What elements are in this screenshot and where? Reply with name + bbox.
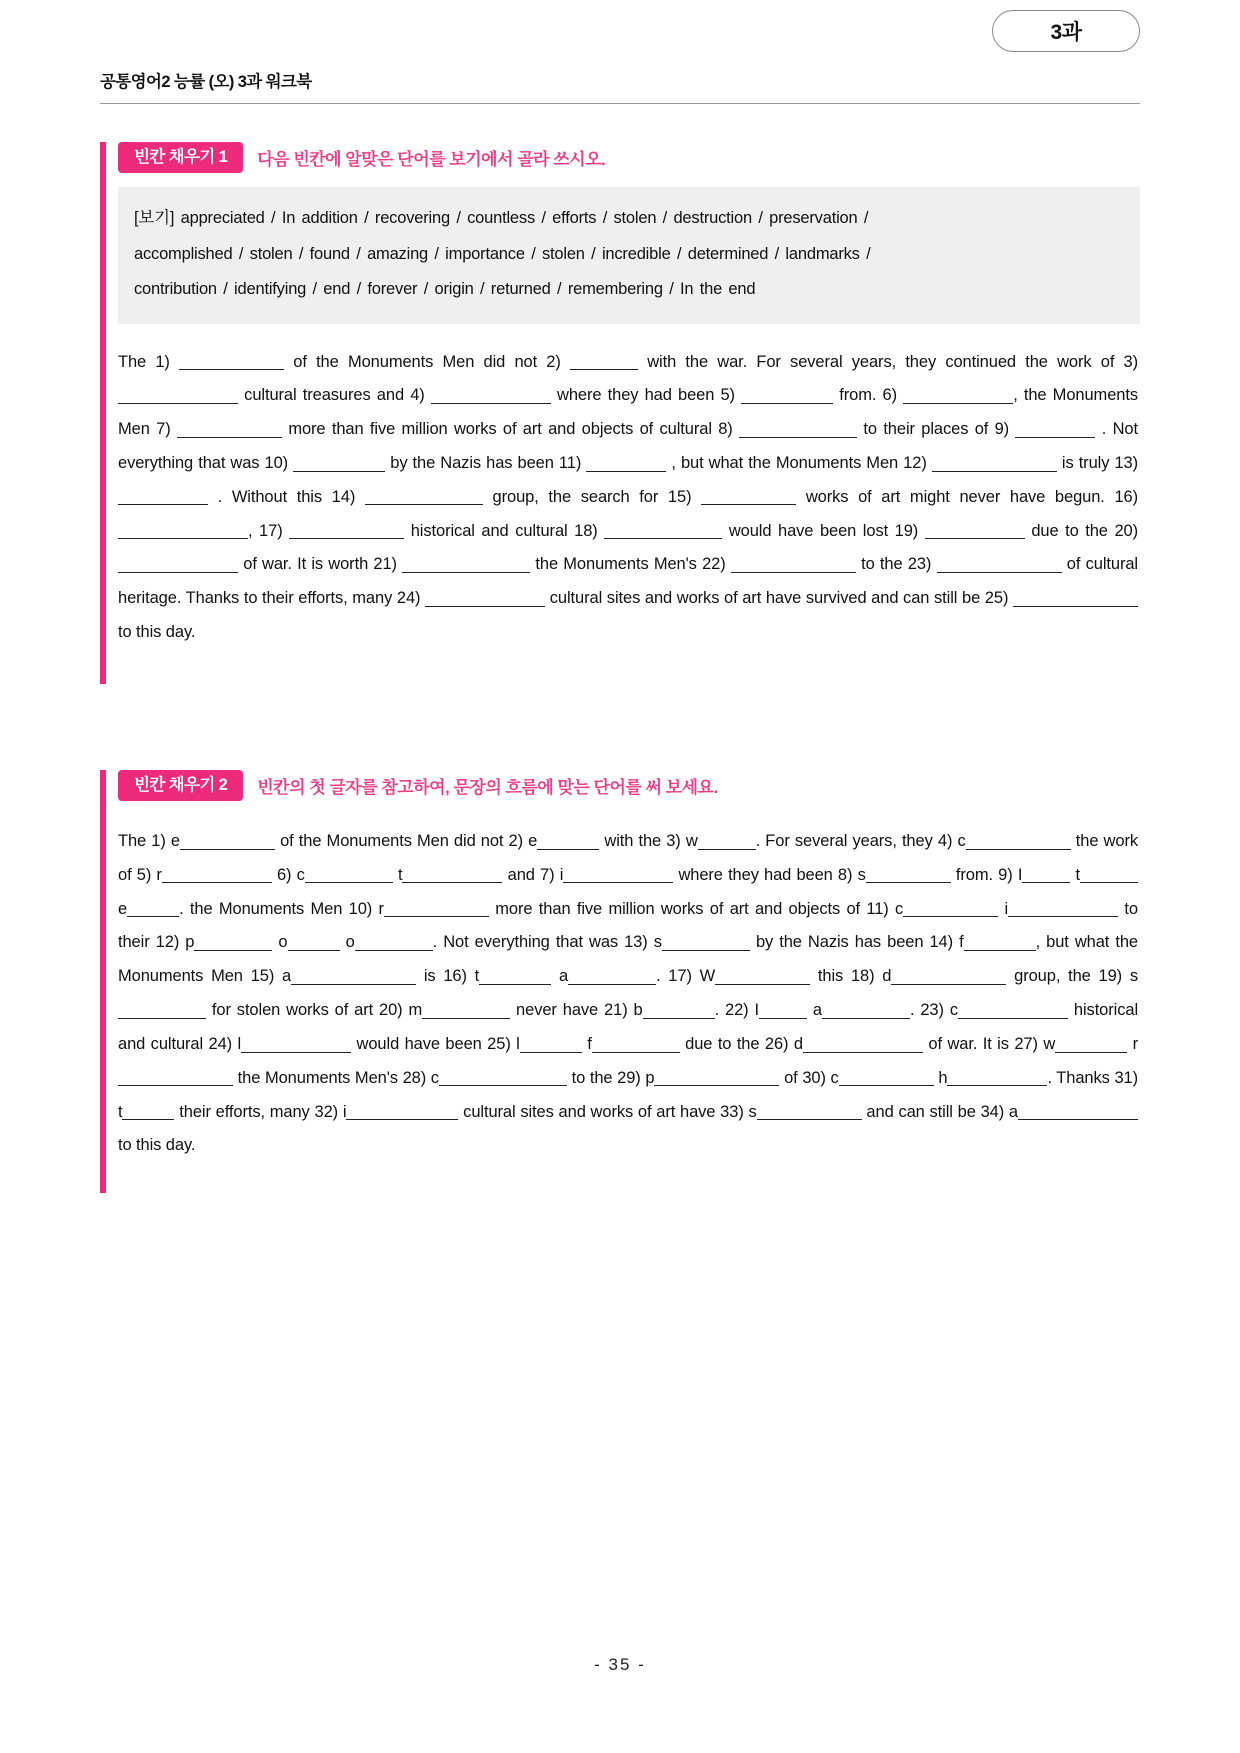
section-2-header (118, 770, 1140, 801)
answer-blank[interactable] (563, 865, 673, 883)
section-1-header (118, 142, 1140, 173)
answer-blank[interactable] (570, 352, 638, 370)
section-2-passage: The 1) e of the Monuments Men did not 2) e with the 3) w . For several years, they 4) c the work of 5) r 6) c t and 7) i where they had been 8) s from. 9) I t e . the Monuments Men 10) r more than five million works of art and objects of 11) c i to their 12) p o o . Not everything that was 13) s by the Nazis has been 14) f , but what the Monuments Men 15) a is 16) t a . 17) W this 18) d group, the 19) s for stolen works of art 20) m never have 21) b . 22) I a . 23) c historical and cultural 24) l would have been 25) l f due to the 26) d of war. It is 27) w r the Monuments Men's 28) c to the 29) p of 30) c h . Thanks 31) t their efforts, many 32) i cultural sites and works of art have 33) s and can still be 34) a to this day. (118, 832, 1139, 1155)
answer-blank[interactable] (293, 453, 385, 471)
answer-blank[interactable] (305, 865, 393, 883)
answer-blank[interactable] (662, 933, 750, 951)
answer-blank[interactable] (118, 555, 238, 573)
answer-blank[interactable] (701, 487, 796, 505)
answer-blank[interactable] (118, 487, 208, 505)
answer-blank[interactable] (291, 967, 416, 985)
answer-blank[interactable] (1022, 865, 1070, 883)
answer-blank[interactable] (422, 1000, 510, 1018)
exercise-section-1 (100, 142, 1140, 684)
word-bank-line: [보기] appreciated / In addition / recovering / countless / efforts / stolen / destruction / preservation / (134, 209, 869, 228)
page-number: - 35 - (594, 1655, 646, 1674)
answer-blank[interactable] (925, 521, 1025, 539)
answer-blank[interactable] (866, 865, 951, 883)
answer-blank[interactable] (402, 555, 530, 573)
answer-blank[interactable] (425, 589, 545, 607)
section-accent-bar-2 (100, 770, 106, 1193)
answer-blank[interactable] (439, 1068, 567, 1086)
answer-blank[interactable] (118, 1000, 206, 1018)
answer-blank[interactable] (891, 967, 1006, 985)
answer-blank[interactable] (288, 933, 340, 951)
exercise-section-2 (100, 770, 1140, 1193)
answer-blank[interactable] (384, 899, 489, 917)
section-accent-bar-1 (100, 142, 106, 684)
answer-blank[interactable] (568, 967, 656, 985)
answer-blank[interactable] (839, 1068, 934, 1086)
answer-blank[interactable] (932, 453, 1057, 471)
answer-blank[interactable] (698, 831, 756, 849)
answer-blank[interactable] (118, 521, 248, 539)
answer-blank[interactable] (1018, 1102, 1138, 1120)
answer-blank[interactable] (118, 386, 238, 404)
answer-blank[interactable] (365, 487, 483, 505)
answer-blank[interactable] (822, 1000, 910, 1018)
answer-blank[interactable] (1008, 899, 1118, 917)
answer-blank[interactable] (162, 865, 272, 883)
answer-blank[interactable] (194, 933, 272, 951)
answer-blank[interactable] (1080, 865, 1138, 883)
answer-blank[interactable] (586, 453, 666, 471)
answer-blank[interactable] (757, 1102, 862, 1120)
answer-blank[interactable] (118, 1068, 233, 1086)
section-1-passage: The 1) of the Monuments Men did not 2) with the war. For several years, they continued the work of 3) cultural treasures and 4) where they had been 5) from. 6) , the Monuments Men 7) more than five million works of art and objects of cultural 8) to their places of 9) . Not everything that was 10) by the Nazis has been 11) , but what the Monuments Men 12) is truly 13) . Without this 14) group, the search for 15) works of art might never have begun. 16) , 17) historical and cultural 18) would have been lost 19) due to the 20) of war. It is worth 21) the Monuments Men's 22) to the 23) of cultural heritage. Thanks to their efforts, many 24) cultural sites and works of art have survived and can still be 25) to this day. (118, 352, 1139, 642)
answer-blank[interactable] (479, 967, 551, 985)
answer-blank[interactable] (127, 899, 179, 917)
answer-blank[interactable] (346, 1102, 458, 1120)
answer-blank[interactable] (122, 1102, 174, 1120)
answer-blank[interactable] (179, 352, 284, 370)
answer-blank[interactable] (947, 1068, 1047, 1086)
answer-blank[interactable] (654, 1068, 779, 1086)
answer-blank[interactable] (803, 1034, 923, 1052)
answer-blank[interactable] (592, 1034, 680, 1052)
answer-blank[interactable] (903, 386, 1013, 404)
answer-blank[interactable] (1055, 1034, 1127, 1052)
answer-blank[interactable] (731, 555, 856, 573)
answer-blank[interactable] (537, 831, 599, 849)
answer-blank[interactable] (937, 555, 1062, 573)
answer-blank[interactable] (741, 386, 833, 404)
word-bank-line: accomplished / stolen / found / amazing / importance / stolen / incredible / determined / landmarks / (134, 244, 871, 263)
answer-blank[interactable] (180, 831, 275, 849)
answer-blank[interactable] (289, 521, 404, 539)
answer-blank[interactable] (643, 1000, 715, 1018)
answer-blank[interactable] (1015, 419, 1095, 437)
section-1-instruction: 다음 빈칸에 알맞은 단어를 보기에서 골라 쓰시오. (257, 150, 606, 170)
answer-blank[interactable] (759, 1000, 807, 1018)
answer-blank[interactable] (177, 419, 282, 437)
answer-blank[interactable] (739, 419, 857, 437)
answer-blank[interactable] (903, 899, 998, 917)
answer-blank[interactable] (604, 521, 722, 539)
answer-blank[interactable] (715, 967, 810, 985)
word-bank-1 (118, 187, 1140, 323)
page-header (100, 0, 1140, 100)
answer-blank[interactable] (1013, 589, 1138, 607)
answer-blank[interactable] (355, 933, 433, 951)
answer-blank[interactable] (958, 1000, 1068, 1018)
section-1-tag: 빈칸 채우기 1 (118, 142, 243, 173)
answer-blank[interactable] (966, 831, 1071, 849)
answer-blank[interactable] (402, 865, 502, 883)
section-2-tag: 빈칸 채우기 2 (118, 770, 243, 801)
answer-blank[interactable] (964, 933, 1036, 951)
workbook-title: 공통영어2 능률 (오) 3과 워크북 (100, 73, 312, 91)
word-bank-line: contribution / identifying / end / forever / origin / returned / remembering / In the end (134, 280, 756, 299)
header-divider (100, 103, 1140, 104)
answer-blank[interactable] (520, 1034, 582, 1052)
answer-blank[interactable] (241, 1034, 351, 1052)
answer-blank[interactable] (431, 386, 551, 404)
lesson-badge: 3과 (992, 10, 1140, 52)
page-footer (0, 1655, 1240, 1675)
section-2-instruction: 빈칸의 첫 글자를 참고하여, 문장의 흐름에 맞는 단어를 써 보세요. (257, 777, 718, 797)
